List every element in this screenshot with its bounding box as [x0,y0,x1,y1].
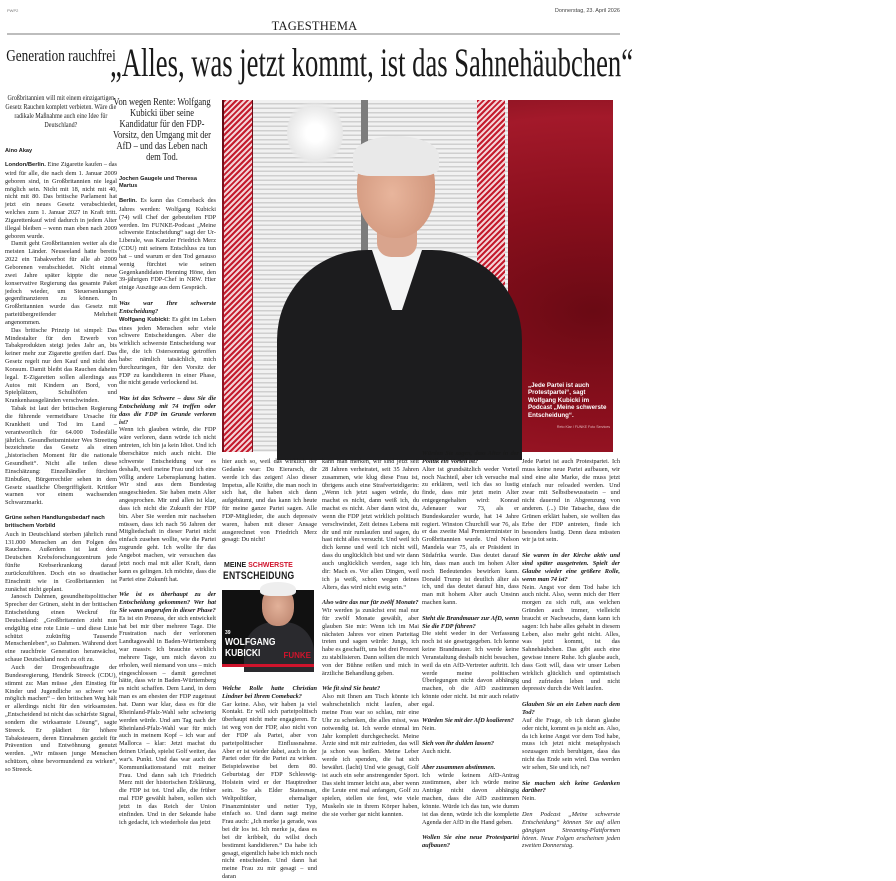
main-headline-text: „Alles, was jetzt kommt, ist das Sahnehäubchen“ [110,40,634,85]
paragraph [222,458,317,544]
interview-column-5 [522,458,620,868]
paragraph-text: Jede Partei ist auch Protestpartei. Ich muss keine neue Partei aufbauen, wir sind eine alte Marke, die muss jetzt einfach nur reloaded werden. Und zwar mit Selbstbewusstsein – und nicht dauernd in Abgrenzung von anderen. (...) Die Tatsache, dass die Grünen erklärt haben, sie wollten das Erbe der FDP antreten, finde ich besonders lustig. Denn dazu müssten wir ja tot sein. [522,458,620,544]
paragraph-text: Welche Rolle hatte Christian Lindner bei Ihrem Comeback? [222,684,317,700]
paragraph-text: Nein. [522,795,536,803]
podcast-note [522,811,620,850]
cover-person-hair [260,582,296,596]
side-deck-text: Großbritannien will mit einem einzigartigen Gesetz Rauchen komplett verbieten. Wäre die radikale Maßnahme auch eine Idee für Deutschland? [5,94,117,129]
paragraph [5,664,117,774]
interview-question [422,450,519,466]
cover-word-meine: MEINE [224,562,247,569]
paragraph-text: Würden Sie sagen, dass Alter in der Politik ein Vorteil ist? [422,450,519,465]
section-title: TAGESTHEMA [271,19,358,33]
interview-question [322,599,419,607]
paragraph-text: Wir werden ja zunächst erst mal nur für zwölf Monate gewählt, aber glauben Sie mir: Wenn ich im Mai nächsten Jahres vor einen Parteitag treten und sagen würde: Jungs, ich habe es geschafft, uns bei drei Prozent zu stabilisieren. Dann sollten die mich von der Bühne reißen und mich in ärztliche Behandlung geben. [322,607,419,677]
paragraph [119,615,216,827]
interview-question [422,834,519,850]
paragraph-text: Es ist ein Prozess, der sich entwickelt hat bei mir über mehrere Tage. Die Frustration nach der verlorenen Landtagswahl in Baden-Württemberg war massiv. Ich brauchte wirklich mehrere Tage, um mich davon zu erholen, weil niemand von uns – mich eingeschlossen – damit gerechnet hätte, dass wir in Baden-Württemberg es nicht schaffen. Dem Land, in dem man es am ehesten der FDP zugetraut hat. Dann war klar, dass es für die Rheinland-Pfalz-Wahl sehr schwierig werden würde. Und am Tag nach der Rheinland-Pfalz-Wahl war für mich auch in meinem Kopf – ich war auf Mallorca – klar: Jetzt machst du deinen Urlaub, spielst Golf weiter, das war's. Punkt. Und das war auch der Kommunikationsstand mit meiner Frau. Und dann sah ich Friedrich Merz mit der historischen Erklärung, die FDP ist tot. Und alle, die früher mal FDP gewählt haben, sollen sich jetzt in das Reich der Union einfinden. Und in der Sekunde habe ich gedacht, ich wiederhole das jetzt [119,614,216,826]
interview-question [522,780,620,796]
cover-name-last: KUBICKI [225,648,261,659]
paragraph [422,725,519,733]
paragraph-text: Sie machen sich keine Gedanken darüber? [522,779,620,795]
paragraph [119,426,216,583]
paragraph [422,772,519,827]
paragraph-text: Würden Sie mit der AfD koalieren? [422,716,514,724]
side-article-deck [5,94,117,130]
paragraph-text: Auch nicht. [422,748,452,756]
photo-credit: Reto Klar / FUNKE Foto Services [556,425,610,429]
paragraph-text: Wollen Sie eine neue Protestpartei aufbauen? [422,834,519,850]
interview-question [522,701,620,717]
interview-question [119,591,216,615]
issue-date: Donnerstag, 23. April 2026 [554,8,620,14]
side-article-headline [5,47,117,64]
paragraph-lead: London/Berlin. [5,162,46,168]
interview-question [119,395,216,426]
paragraph-text: Was ist das Schwere – dass Sie die Entscheidung mit 74 treffen oder dass die FDP im Grunde verloren ist? [119,395,216,426]
main-deck-text: Von wegen Rente: Wolfgang Kubicki über seine Kandidatur für den FDP-Vorsitz, den Umgang mit der AfD – und das Leben nach dem Tod. [113,97,211,163]
red-curtain-left [224,100,252,452]
interview-question [422,615,519,631]
side-article-body [5,161,117,868]
paragraph [422,466,519,607]
paragraph-lead: Wolfgang Kubicki: [119,316,171,323]
paragraph-text: Nein. [422,724,436,732]
page-id: PWP2 [7,8,19,13]
ceiling-lamp [287,98,343,168]
paragraph-text: Ich würde keinem AfD-Antrag zustimmen, aber ich würde meine Anträge nicht davon abhängig machen, dass die AfD zustimmen könnte. Würde ich das tun, wie dumm ist das denn, würde ich die komplette Agenda der AfD in die Hand geben. [422,771,519,826]
subheading [5,515,117,531]
paragraph [522,717,620,772]
paragraph-text: Also wäre das nur für zwölf Monate? [322,599,419,607]
paragraph-text: Glauben Sie an ein Leben nach dem Tod? [522,701,620,716]
paragraph-text: Die steht weder in der Verfassung noch ist sie gesetzgegeben. Ich kenne keine Brandmauer. Ich werde keine Veranstaltung deshalb nicht besuchen, weil da ein AfD-Vertreter auftritt. Ich werde meine politischen Überlegungen nicht davon abhängig machen, ob die AfD zustimmen könnte oder nicht. Ist mir auch relativ egal. [422,630,519,708]
paragraph-text: Janosch Dahmen, gesundheitspolitischer Sprecher der Grünen, sieht in der britischen Entscheidung einen Weckruf für Deutschland: „Großbritannien zieht nun endgültig eine rote Linie – und diese Linie schützt zukünftig Tausende Menschenleben“, so Dahmen. Während dort eine rauchfreie Generation heranwächst, schaue Deutschland noch zu oft zu. [5,593,117,664]
paragraph-text: Auch der Drogenbeauftragte der Bundesregierung, Hendrik Streeck (CDU), stimmt zu: Man müsse „den Einstieg für Kinder und Jugendliche so schwer wie möglich machen“ – den britischen Weg hält er allerdings nicht für den wirksamsten. „Entscheidend ist nicht das schärfste Signal, sondern die wirksamste Lösung“, sagte Streeck. Er plädiert für höhere Tabaksteuern, deren Einnahmen gezielt für Prävention und Entwöhnung genutzt werden. „Wir müssen junge Menschen schützen, ohne bevormundend zu wirken“, so Streeck. [5,664,117,773]
paragraph-text: Steht die Brandmauer zur AfD, wenn Sie die FDP führen? [422,614,519,630]
paragraph-text: Eine Zigarette kaufen – das wird für alle, die nach dem 1. Januar 2009 geboren sind, in Großbritannien nie legal möglich sein. Nicht mit 18, nicht mit 40, nicht mit 80. Das britische Parlament hat jetzt ein neues Gesetz verabschiedet, welches zum 1. Januar 2027 in Kraft tritt. Zigarettenkauf wird dadurch in jedem Alter illegal bleiben – wenn man eben nach 2009 geboren wurde. [5,161,117,240]
photo-caption: „Jede Partei ist auch Protestpartei“, sagt Wolfgang Kubicki im Podcast „Meine schwerste Entscheidung“. [528,382,607,419]
paragraph-text: Grüne sehen Handlungsbedarf nach britischem Vorbild [5,514,105,529]
paragraph [422,630,519,708]
paragraph-text: Damit geht Großbritannien weiter als die meisten Länder. Neuseeland hatte bereits 2022 ein Tabakverbot für alle ab 2009 Geborenen verabschiedet. Nicht einmal zwei Jahre später kippte die neue konservative Regierung das gesamte Paket jedoch wieder, um Steuersenkungen gegenfinanzieren zu können. In Großbritannien wurde das Gesetz mit parteiübergreifender Mehrheit angenommen. [5,240,117,326]
paragraph-text: kann man merken, wir sind jetzt seit 28 Jahren verheiratet, seit 35 Jahren zusammen, wie klug diese Frau ist, übrigens auch eine Strafverteidigerin: „Wenn ich jetzt sagen würde, du machst es nicht, dann weiß ich, du machst es nicht. Aber dann wirst du, wenn die FDP jetzt wirklich politisch verschwindet, Zeit deines Lebens mit dir und mir rumlaufen und sagen, du hast nicht alles versucht. Und weil ich dich kenne und weil ich nicht will, dass du unglücklich bist und wir dann auch unglücklich werden, sage ich dir: Mach es. Vor allen Dingen, weil ich ja weiß, schon wegen deines Alters, das wird nicht ewig sein.“ [322,458,419,591]
main-deck [112,98,212,163]
paragraph [5,593,117,664]
interview-question [322,685,419,693]
paragraph [322,458,419,591]
cover-red-bar [222,664,314,667]
paragraph-text: Es kann das Comeback des Jahres werden: Wolfgang Kubicki (74) will Chef der gebeutelten FDP werden. Im FUNKE-Podcast „Meine schwerste Entscheidung“ sagt der Ur-Liberale, was Kanzler Friedrich Merz (CDU) mit seinem Entschluss zu tun hat – und warum er den Tod genauso wenig fürchtet wie seinen Gegenkandidaten Henning Höne, den 39-jährigen FDP-Chef in NRW. Hier einige Auszüge aus dem Gespräch. [119,197,216,292]
interview-question [422,717,519,725]
interview-column-4 [422,450,519,868]
paragraph-text: Tabak ist laut der britischen Regierung die führende vermeidbare Ursache für Krankheit und Tod im Land – verantwortlich für 64.000 Todesfälle jährlich. Gesundheitsminister Wes Streeting bezeichnete das Gesetz als einen „historischen Moment für die nationale Gesundheit“. Nicht alle teilen diese Einschätzung: Einzelhändler fürchten Einbußen, Bürgerrechtler sehen in dem Gesetz staatliche Übergriffigkeit. Kritiker warnen vor einem wachsenden Schwarzmarkt. [5,405,117,507]
paragraph-text: hier auch so, weil das wirklich der Gedanke war: Du Eierarsch, dir werde ich das zeigen! Also dieser Impetus, alle Kräfte, die man noch in sich hat, die haben sich dann aufgebäumt, und das kann ich heute für meine ganze Partei sagen. Alle FDP-Mitglieder, die auch depressiv waren, haben mit dieser Ansage ausgerechnet von Friedrich Merz gesagt: Du nicht! [222,458,317,544]
main-authors: Jochen Gaugele und Theresa Martus [119,176,198,189]
interview-column-1 [119,197,216,868]
interview-question [422,740,519,748]
paragraph [522,584,620,694]
paragraph-text: Wie ist es überhaupt zu der Entscheidung gekommen? Wer hat Sie wann angerufen in dieser Phase? [119,591,216,614]
paragraph-lead: Berlin. [119,198,138,204]
paragraph [322,607,419,678]
paragraph [5,405,117,507]
header-rule [7,33,620,35]
paragraph [5,240,117,326]
funke-logo: FUNKE [283,651,311,660]
interview-question [522,552,620,583]
paragraph-text: Den Podcast „Meine schwerste Entscheidung“ können Sie auf allen gängigen Streaming-Plattformen hören. Neue Folgen erscheinen jeden zweiten Donnerstag. [522,810,620,850]
paragraph [422,748,519,756]
paragraph-text: Auch in Deutschland sterben jährlich rund 131.000 Menschen an den Folgen des Rauchens. Außerdem ist laut dem Deutschen Krebsforschungszentrum jede fünfte Krebserkrankung darauf zurückzuführen. Doch ein so drastischer Einschnitt wie in Großbritannien ist zunächst nicht geplant. [5,530,117,593]
paragraph-text: Alter ist grundsätzlich weder Vorteil noch Nachteil, aber ich versuche mal zu erklären, weil ich das so lustig finde, dass mir jetzt mein Alter entgegengehalten wird: Konrad Adenauer war 73, als er Bundeskanzler wurde, hat 14 Jahre regiert. Winston Churchill war 76, als er das zweite Mal Premierminister in Großbritannien wurde. Und Nelson Mandela war 75, als er Präsident in Südafrika wurde. Das deutet darauf hin, dass man auch im hohen Alter noch Bedeutendes bewirken kann. Donald Trump ist deutlich älter als ich, und das deutet darauf hin, dass man mit hohem Alter auch Unsinn machen kann. [422,465,519,607]
main-headline [110,40,896,86]
paragraph [5,161,117,240]
paragraph [5,531,117,594]
paragraph [322,693,419,819]
paragraph [222,701,317,881]
paragraph-text: Sich von ihr dulden lassen? [422,740,495,748]
paragraph-text: Sie waren in der Kirche aktiv und sind später ausgetreten. Spielt der Glaube wieder eine größere Rolle, wenn man 74 ist? [522,552,620,583]
cover-episode-number: 39 [225,630,231,636]
interview-question [119,300,216,316]
paragraph-text: Nein. Angst vor dem Tod habe ich auch nicht. Also, wenn mich der Herr morgen zu sich ruft, aus welchen Gründen auch immer, vielleicht braucht er Nachwuchs, dann kann ich sagen: Ich habe alles gehabt in diesem Leben, also mehr geht nicht. Alles, was jetzt kommt, ist das Sahnehäubchen. Das gibt auch eine gewisse innere Ruhe. Ich glaube auch, dass Gott will, dass wir unser Leben wirklich glücklich und optimistisch und zufrieden leben und nicht depressiv durch die Welt laufen. [522,583,620,693]
interview-question [222,685,317,701]
cover-word-schwerste: SCHWERSTE [248,562,293,569]
paragraph [522,795,620,803]
paragraph [522,458,620,544]
side-headline-text: Generation rauchfrei [6,46,116,65]
paragraph-text: Wenn ich glauben würde, die FDP wäre verloren, dann würde ich nicht antreten, ich bin ja kein Idiot. Und ich überschätze mich auch nicht. Die schwerste Entscheidung war es deshalb, weil meine Frau und ich eine völlig andere Lebensplanung hatten. Wir sind aus dem Bundestag ausgeschieden. Sie haben mein Alter angesprochen. Mir und allen ist klar, dass ich nicht die Zukunft der FDP bin. Aber Sie werden mir nachsehen müssen, dass ich nach 56 Jahren der Mitgliedschaft in dieser Partei nicht einfach zusehen wollte, wie die Partei zugrunde geht. Ich wollte ihr das Angebot machen, wir versuchen das jetzt noch mal mit aller Kraft, dann kann es gelingen. Ich möchte, dass die Partei eine Zukunft hat. [119,426,216,583]
paragraph-text: Auf die Frage, ob ich daran glaube oder nicht, kommt es ja nicht an. Also, da ich keine Angst vor dem Tod habe, muss ich jetzt nicht metaphysisch sozusagen mich beruhigen, dass das nicht das Ende sein wird. Das werden wir sehen, Sie und ich, ne? [522,716,620,771]
person-hair [353,136,439,176]
interview-column-2-bottom [222,677,317,881]
interview-column-2-top [222,458,317,554]
paragraph [119,316,216,388]
cover-title-line1 [224,562,293,569]
paragraph-text: Gar keine. Also, wir haben ja viel Kontakt. Er will sich parteipolitisch überhaupt nicht mehr engagieren. Er ist weg von der FDP, also nicht von der FDP als Partei, aber von parteipolitischer Einflussnahme. Aber er ist wieder dabei, auch in der Partei oder für die Partei zu wirken. Beispielsweise bei dem 80. Geburtstag der FDP Schleswig-Holstein wird er der Hauptredner sein. So als Elder Statesman, Weltpolitiker, ehemaliger Finanzminister und netter Typ, einfach so. Und dann sagt meine Frau auch: „Ich merke ja gerade, was bei dir los ist. Ich merke ja, dass es bei dir kribbelt, du willst doch bestimmt kandidieren.“ Da habe ich gesagt, eigentlich habe ich mich noch nicht entschieden. Und dann hat meine Frau zu mir gesagt – und daran [222,700,317,881]
paragraph [119,197,216,292]
cover-name-first: WOLFGANG [225,637,276,648]
side-author: Aino Akay [5,148,33,154]
paragraph-text: Das britische Prinzip ist simpel: Das Mindestalter für den Erwerb von Tabakprodukten steigt jedes Jahr an, bis keiner mehr zur Zigarette greifen darf. Das Gesetz regelt nur den Kauf und nicht den Konsum. Damit bleibt das Rauchen daheim legal. E-Zigaretten sollen allerdings aus Autos mit Kindern an Bord, von Spielplätzen, Schulhöfen und Krankenhausgeländen verschwinden. [5,326,117,405]
interview-question [422,764,519,772]
paragraph-text: Also mit Ihnen am Tisch könnte ich wahrscheinlich nicht laufen, aber meine Frau war so schlau, mir eine Uhr zu schenken, die alles misst, was notwendig ist. Ich werde einmal im Jahr komplett durchgecheckt. Meine Ärzte sind mit mir zufrieden, das will ja schon was heißen. Meine Leber werde ich spenden, die hat sich bewährt. (lacht) Und wie gesagt, Golf ist auch ein sehr anstrengender Sport. Das sieht immer leicht aus, aber wenn die Leute erst mal anfangen, Golf zu spielen, stellen sie fest, wie viele Muskeln sie in ihrem Körper haben, die sie vorher gar nicht kannten. [322,693,419,818]
paragraph-text: Wie fit sind Sie heute? [322,685,381,693]
paragraph-text: Aber zusammen abstimmen. [422,763,496,771]
paragraph-text: Es gibt im Leben eines jeden Menschen sehr viele schwere Entscheidungen. Aber die wirklich schwerste Entscheidung war die, die ich Ostersonntag getroffen habe: nämlich tatsächlich, mich durchzuringen, für den Vorsitz der FDP zu kandidieren in einer Phase, die nicht gerade verlockend ist. [119,315,216,387]
paragraph [5,327,117,405]
podcast-cover-image [222,560,314,667]
paragraph-text: Was war Ihre schwerste Entscheidung? [119,299,216,315]
interview-column-3 [322,458,419,868]
cover-title-line2: ENTSCHEIDUNG [223,570,295,582]
